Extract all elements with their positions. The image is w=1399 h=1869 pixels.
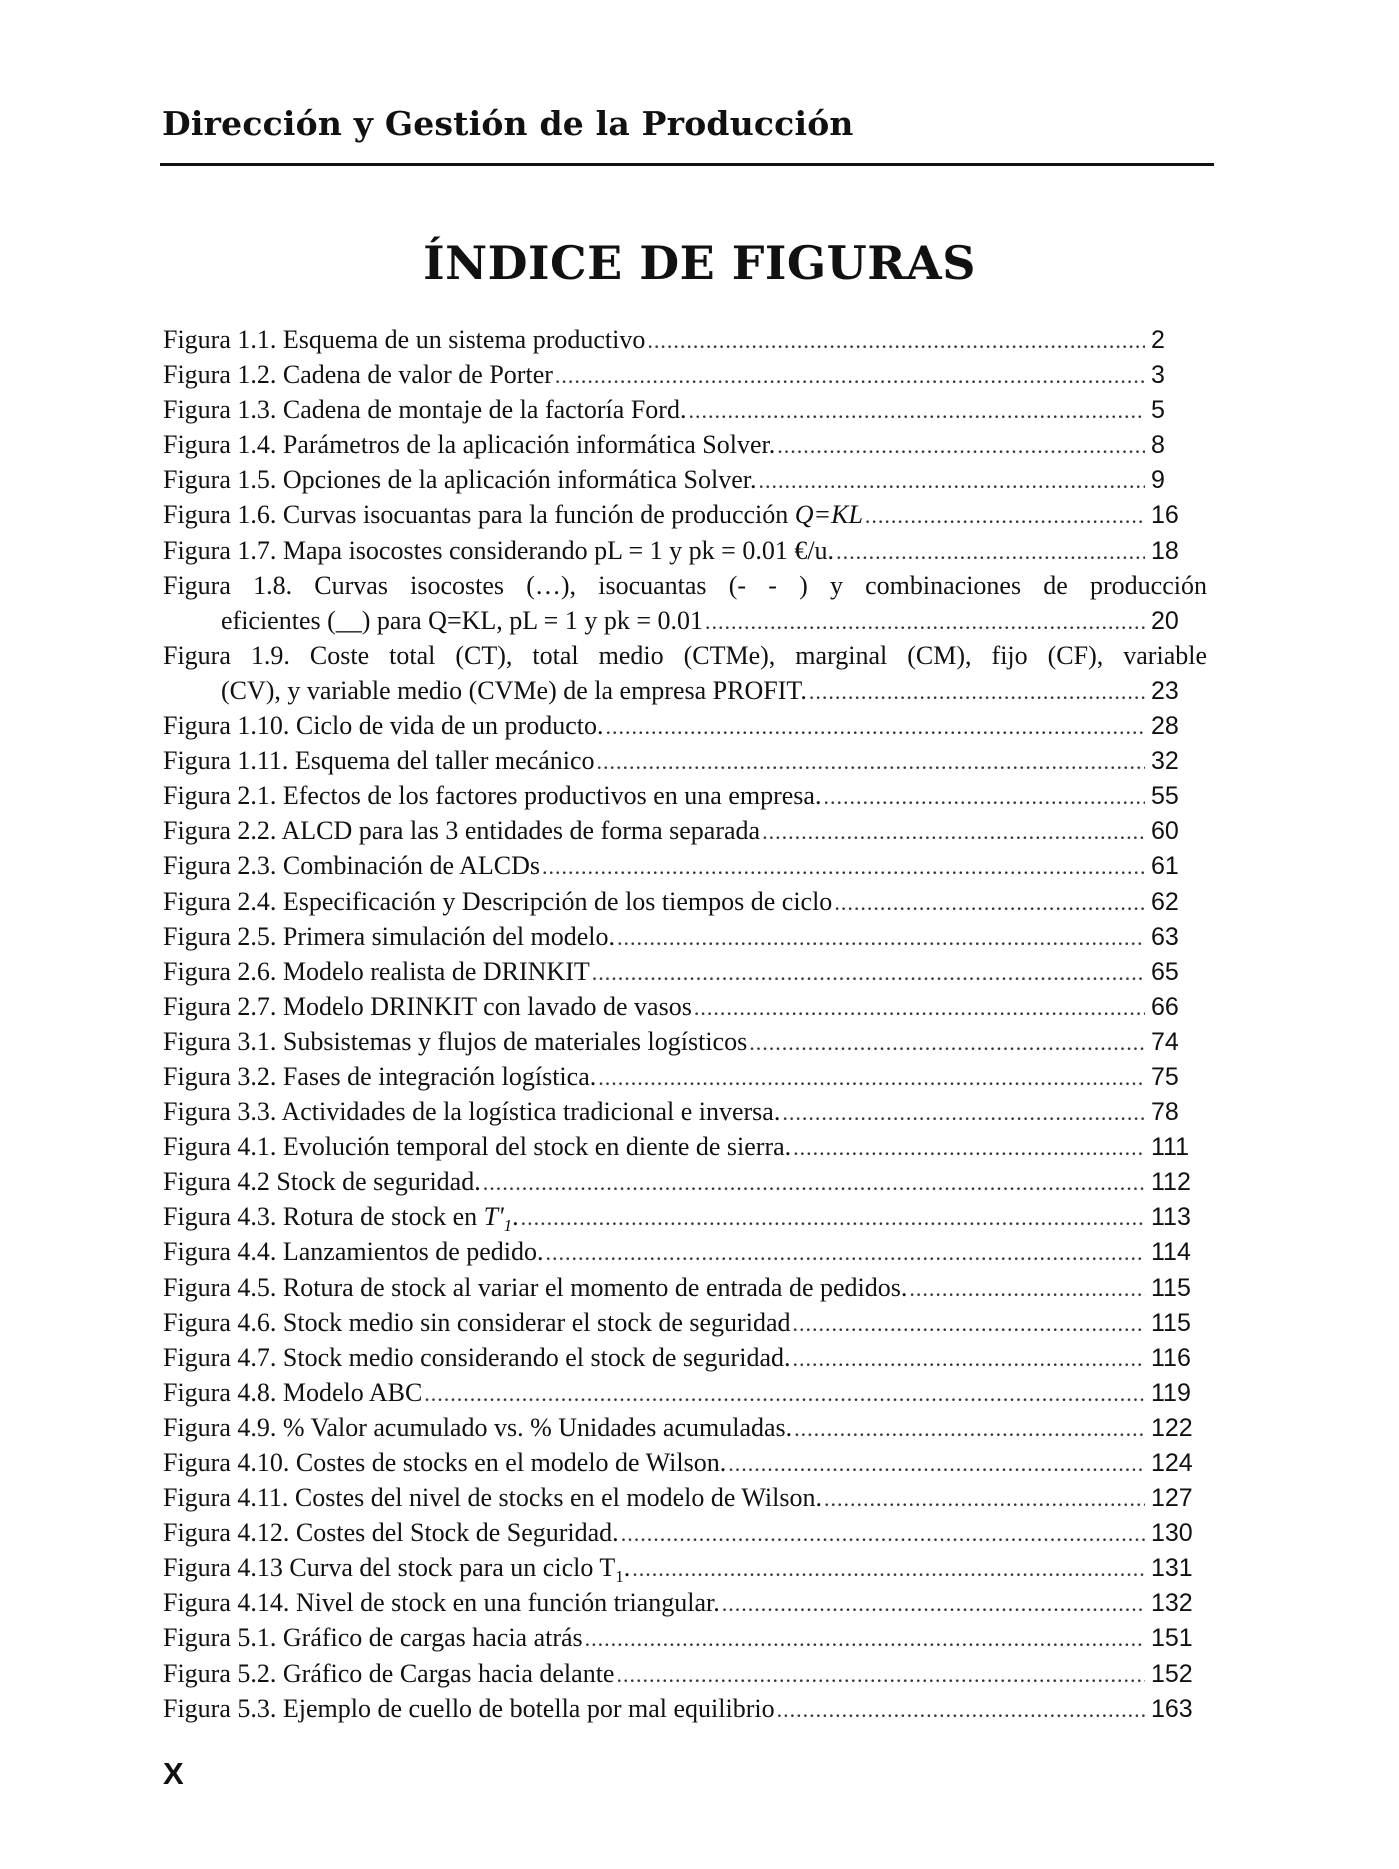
toc-line (163, 1515, 1207, 1550)
toc-entry-title: Figura 5.2. Gráfico de Cargas hacia delante (163, 1658, 615, 1688)
toc-entry[interactable] (163, 989, 1207, 1024)
dot-leader (759, 463, 1146, 498)
toc-page-number: 8 (1151, 431, 1165, 460)
dot-leader (542, 849, 1145, 884)
toc-page-number: 63 (1151, 922, 1179, 951)
toc-line (163, 1445, 1207, 1480)
toc-line (163, 743, 1207, 778)
toc-entry-title: Figura 1.9. Coste total (CT), total medio (CTMe), marginal (CM), fijo (CF), variable (163, 640, 1207, 670)
dot-leader (792, 1306, 1145, 1341)
toc-page-number: 111 (1151, 1133, 1190, 1162)
toc-entry-title: Figura 4.6. Stock medio sin considerar el stock de seguridad (163, 1307, 791, 1337)
toc-entry[interactable] (163, 1059, 1207, 1094)
toc-page-number: 152 (1151, 1659, 1193, 1688)
dot-leader (728, 1446, 1145, 1481)
toc-page-number: 74 (1151, 1027, 1179, 1056)
toc-line (163, 1094, 1207, 1129)
toc-entry-title: Figura 2.6. Modelo realista de DRINKIT (163, 956, 590, 986)
dot-leader (794, 1411, 1145, 1446)
toc-line (163, 1620, 1207, 1655)
toc-page-number: 3 (1151, 361, 1165, 390)
toc-line (163, 848, 1207, 883)
toc-page-number: 61 (1151, 852, 1179, 881)
toc-entry[interactable] (163, 1585, 1207, 1620)
dot-leader (592, 955, 1145, 990)
toc-line (163, 813, 1207, 848)
dot-leader (555, 358, 1145, 393)
toc-entry[interactable] (163, 954, 1207, 989)
dot-leader (749, 1025, 1145, 1060)
toc-entry-title: Figura 4.12. Costes del Stock de Seguridad. (163, 1518, 619, 1548)
toc-entry-title: Figura 4.11. Costes del nivel de stocks en el modelo de Wilson. (163, 1483, 822, 1513)
toc-page-number: 113 (1151, 1203, 1191, 1232)
toc-page-number: 18 (1151, 536, 1179, 565)
dot-leader (865, 498, 1145, 533)
toc-entry[interactable] (163, 1234, 1207, 1269)
toc-entry-title: Figura 3.1. Subsistemas y flujos de materiales logísticos (163, 1026, 748, 1056)
toc-page-number: 112 (1151, 1168, 1191, 1197)
page-title: ÍNDICE DE FIGURAS (423, 236, 976, 290)
toc-page-number: 23 (1151, 676, 1179, 705)
toc-entry[interactable] (163, 1164, 1207, 1199)
toc-page-number: 16 (1151, 501, 1179, 530)
dot-leader (762, 814, 1145, 849)
toc-line (163, 778, 1207, 813)
dot-leader (688, 393, 1145, 428)
toc-entry-title: Figura 1.5. Opciones de la aplicación informática Solver. (163, 465, 757, 495)
toc-entry-title: Figura 4.13 Curva del stock para un ciclo $T_1$. (163, 1553, 631, 1587)
toc-entry-title: eficientes (__) para Q=KL, pL = 1 y pk = 0.01 (221, 605, 704, 635)
toc-entry-title: Figura 4.14. Nivel de stock en una función triangular. (163, 1588, 720, 1618)
dot-leader (598, 1060, 1145, 1095)
dot-leader (617, 920, 1145, 955)
toc-entry-title: Figura 1.10. Ciclo de vida de un producto. (163, 711, 604, 741)
toc-entry-title: Figura 2.4. Especificación y Descripción de los tiempos de ciclo (163, 886, 833, 916)
toc-entry[interactable] (163, 1691, 1207, 1726)
toc-entry-title: Figura 1.8. Curvas isocostes (…), isocuantas (- - ) y combinaciones de producción (163, 570, 1207, 600)
toc-entry[interactable] (163, 462, 1207, 497)
toc-line (163, 357, 1207, 392)
toc-line (163, 1305, 1207, 1340)
toc-entry-title: Figura 2.5. Primera simulación del modelo. (163, 921, 616, 951)
toc-page-number: 60 (1151, 817, 1179, 846)
toc-entry[interactable] (163, 1445, 1207, 1480)
toc-entry-title: Figura 1.11. Esquema del taller mecánico (163, 746, 595, 776)
toc-entry-title: Figura 2.7. Modelo DRINKIT con lavado de vasos (163, 991, 692, 1021)
dot-leader (792, 1341, 1145, 1376)
dot-leader (694, 990, 1145, 1025)
toc-line (163, 1375, 1207, 1410)
dot-leader (809, 674, 1145, 709)
toc-entry-title: Figura 2.1. Efectos de los factores productivos en una empresa. (163, 781, 822, 811)
toc-page-number: 116 (1151, 1343, 1191, 1372)
dot-leader (909, 1271, 1145, 1306)
toc-entry[interactable] (163, 497, 1207, 532)
toc-page-number: 124 (1151, 1449, 1193, 1477)
toc-line (163, 1024, 1207, 1059)
toc-line (163, 1129, 1207, 1164)
toc-entry[interactable] (163, 743, 1207, 778)
toc-entry[interactable] (163, 533, 1207, 568)
toc-line (163, 497, 1207, 532)
toc-line (163, 1164, 1207, 1199)
toc-page-number: 5 (1151, 396, 1165, 425)
toc-entry[interactable] (163, 884, 1207, 919)
toc-line (163, 1059, 1207, 1094)
toc-line (163, 708, 1207, 743)
toc-page-number: 127 (1151, 1484, 1193, 1513)
toc-page-number: 66 (1151, 992, 1179, 1021)
toc-line (163, 322, 1207, 357)
toc-page-number: 65 (1151, 957, 1179, 986)
toc-entry[interactable] (163, 568, 1207, 638)
toc-entry-title: Figura 5.3. Ejemplo de cuello de botella por mal equilibrio (163, 1693, 775, 1723)
toc-entry-title: Figura 4.5. Rotura de stock al variar el momento de entrada de pedidos. (163, 1272, 908, 1302)
toc-entry-title: Figura 4.10. Costes de stocks en el modelo de Wilson. (163, 1448, 727, 1477)
toc-page-number: 115 (1151, 1308, 1191, 1337)
toc-entry-title: Figura 5.1. Gráfico de cargas hacia atrás (163, 1623, 583, 1653)
toc-entry-title: Figura 1.7. Mapa isocostes considerando pL = 1 y pk = 0.01 €/u. (163, 535, 835, 565)
toc-entry[interactable] (163, 1656, 1207, 1691)
dot-leader (621, 1516, 1145, 1551)
toc-line (163, 1656, 1207, 1691)
dot-leader (605, 709, 1145, 744)
toc-page-number: 32 (1151, 747, 1179, 776)
toc-entry-title: Figura 4.3. Rotura de stock en $T'_1$. (163, 1202, 519, 1236)
toc-page-number: 131 (1151, 1554, 1193, 1583)
toc-entry[interactable] (163, 778, 1207, 813)
toc-line (163, 1550, 1207, 1585)
toc-entry-title: Figura 2.2. ALCD para las 3 entidades de forma separada (163, 816, 761, 846)
toc-entry-title: Figura 3.2. Fases de integración logística. (163, 1061, 597, 1091)
toc-line (163, 462, 1207, 497)
toc-entry[interactable] (163, 919, 1207, 954)
toc-entry-title: Figura 1.2. Cadena de valor de Porter (163, 360, 553, 390)
toc-entry[interactable] (163, 1515, 1207, 1550)
dot-leader (632, 1551, 1145, 1586)
toc-entry[interactable] (163, 1199, 1207, 1234)
toc-line (163, 1480, 1207, 1515)
toc-entry-title: Figura 4.4. Lanzamientos de pedido. (163, 1237, 544, 1267)
toc-page-number: 20 (1151, 606, 1179, 635)
toc-entry-title: Figura 1.4. Parámetros de la aplicación informática Solver. (163, 430, 776, 460)
dot-leader (424, 1376, 1145, 1411)
toc-entry[interactable] (163, 427, 1207, 462)
dot-leader (777, 1692, 1145, 1727)
toc-entry[interactable] (163, 1305, 1207, 1340)
dot-leader (597, 744, 1145, 779)
toc-entry[interactable] (163, 848, 1207, 883)
dot-leader (647, 323, 1145, 358)
dot-leader (834, 885, 1145, 920)
toc-entry[interactable] (163, 1620, 1207, 1655)
toc-page-number: 9 (1151, 466, 1165, 495)
toc-entry-title: Figura 4.2 Stock de seguridad. (163, 1167, 481, 1197)
dot-leader (521, 1200, 1145, 1235)
dot-leader (705, 604, 1145, 639)
toc-line (163, 1270, 1207, 1305)
dot-leader (546, 1235, 1145, 1270)
toc-page-number: 28 (1151, 712, 1179, 741)
toc-line (163, 603, 1207, 638)
dot-leader (836, 534, 1145, 569)
toc-entry[interactable] (163, 708, 1207, 743)
header-rule (160, 163, 1214, 166)
toc-line (163, 673, 1207, 708)
toc-line (163, 533, 1207, 568)
table-of-figures (163, 322, 1207, 1726)
dot-leader (793, 1130, 1145, 1165)
toc-page-number: 151 (1151, 1624, 1193, 1653)
dot-leader (483, 1165, 1145, 1200)
toc-line (163, 989, 1207, 1024)
toc-entry-title: Figura 1.6. Curvas isocuantas para la función de producción Q=KL (163, 500, 863, 530)
toc-line (163, 1691, 1207, 1726)
toc-entry-title: Figura 3.3. Actividades de la logística tradicional e inversa. (163, 1097, 781, 1127)
toc-entry-title: Figura 4.1. Evolución temporal del stock en diente de sierra. (163, 1132, 792, 1162)
toc-page-number: 122 (1151, 1413, 1193, 1442)
toc-entry[interactable] (163, 1480, 1207, 1515)
toc-entry[interactable] (163, 1550, 1207, 1585)
toc-entry-title: (CV), y variable medio (CVMe) de la empresa PROFIT. (221, 675, 807, 705)
toc-line (163, 1340, 1207, 1375)
toc-entry-title: Figura 4.9. % Valor acumulado vs. % Unidades acumuladas. (163, 1412, 793, 1442)
toc-line (163, 1234, 1207, 1269)
toc-line (163, 919, 1207, 954)
toc-entry[interactable] (163, 392, 1207, 427)
toc-page-number: 75 (1151, 1062, 1179, 1091)
toc-line (163, 1199, 1207, 1234)
toc-page-number: 78 (1151, 1098, 1179, 1127)
toc-line (163, 954, 1207, 989)
toc-entry[interactable] (163, 1094, 1207, 1129)
toc-entry[interactable] (163, 1024, 1207, 1059)
toc-page-number: 62 (1151, 887, 1179, 916)
toc-entry[interactable] (163, 1410, 1207, 1445)
toc-entry[interactable] (163, 1375, 1207, 1410)
toc-entry-title: Figura 2.3. Combinación de ALCDs (163, 851, 540, 881)
dot-leader (585, 1621, 1145, 1656)
toc-entry[interactable] (163, 357, 1207, 392)
toc-entry-title: Figura 1.1. Esquema de un sistema productivo (163, 325, 646, 354)
dot-leader (823, 779, 1145, 814)
toc-page-number: 163 (1151, 1694, 1193, 1723)
toc-entry[interactable] (163, 1340, 1207, 1375)
toc-page-number: 130 (1151, 1519, 1193, 1548)
toc-line (163, 392, 1207, 427)
page-folio: X (163, 1756, 184, 1791)
dot-leader (722, 1586, 1145, 1621)
toc-page-number: 132 (1151, 1589, 1193, 1618)
dot-leader (782, 1095, 1145, 1130)
toc-entry-title: Figura 1.3. Cadena de montaje de la factoría Ford. (163, 395, 687, 425)
toc-page-number: 2 (1151, 326, 1165, 354)
running-header: Dirección y Gestión de la Producción (162, 104, 854, 143)
dot-leader (824, 1481, 1145, 1516)
toc-entry-title: Figura 4.7. Stock medio considerando el stock de seguridad. (163, 1342, 791, 1372)
dot-leader (616, 1657, 1145, 1692)
toc-page-number: 115 (1151, 1273, 1191, 1302)
toc-entry[interactable] (163, 1129, 1207, 1164)
dot-leader (777, 428, 1145, 463)
toc-page-number: 119 (1151, 1378, 1191, 1407)
toc-entry[interactable] (163, 1270, 1207, 1305)
toc-entry-title: Figura 4.8. Modelo ABC (163, 1377, 423, 1407)
toc-line (163, 1410, 1207, 1445)
toc-line (163, 1585, 1207, 1620)
toc-page-number: 114 (1151, 1238, 1191, 1267)
toc-line (163, 884, 1207, 919)
toc-entry[interactable] (163, 813, 1207, 848)
toc-entry[interactable] (163, 638, 1207, 708)
toc-entry[interactable] (163, 322, 1207, 357)
toc-page-number: 55 (1151, 782, 1179, 811)
toc-line (163, 427, 1207, 462)
